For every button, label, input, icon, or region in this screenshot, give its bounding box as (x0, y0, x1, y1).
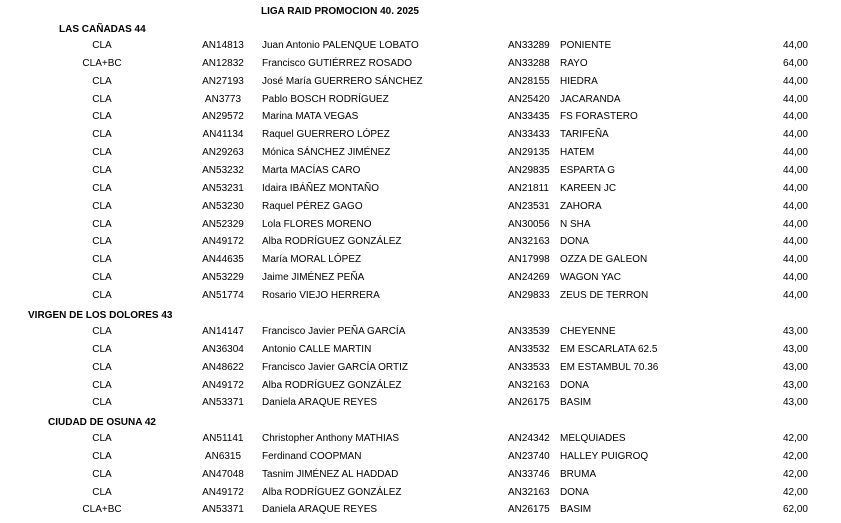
table-row (0, 109, 841, 125)
table-row (0, 199, 841, 215)
table-row (0, 378, 841, 394)
group-heading: VIRGEN DE LOS DOLORES 43 (28, 310, 173, 321)
category-cell: CLA (92, 236, 112, 248)
table-row (0, 217, 841, 233)
points-cell: 62,00 (782, 504, 808, 516)
horse-name-cell: HIEDRA (560, 75, 598, 87)
horse-id-cell: AN24342 (508, 433, 550, 444)
points-cell: 43,00 (782, 397, 808, 409)
horse-id-cell: AN32163 (508, 236, 550, 248)
table-row (0, 163, 841, 179)
horse-id-cell: AN17998 (508, 254, 550, 266)
table-row (0, 56, 841, 72)
horse-name-cell: TARIFEÑA (560, 129, 609, 141)
category-cell: CLA (92, 200, 112, 212)
rider-name-cell: Antonio CALLE MARTIN (262, 343, 372, 355)
points-cell: 44,00 (782, 254, 808, 266)
category-cell: CLA (92, 272, 112, 284)
category-cell: CLA (92, 433, 112, 444)
points-cell: 42,00 (782, 433, 808, 444)
horse-id-cell: AN29135 (508, 147, 550, 159)
category-cell: CLA (92, 40, 112, 51)
table-row (0, 395, 841, 411)
horse-name-cell: DONA (560, 486, 589, 498)
rider-name-cell: Pablo BOSCH RODRÍGUEZ (262, 93, 389, 105)
horse-name-cell: BRUMA (560, 468, 597, 480)
horse-id-cell: AN30056 (508, 218, 550, 230)
horse-id-cell: AN33533 (508, 361, 550, 373)
rider-name-cell: Tasnim JIMÉNEZ AL HADDAD (262, 468, 399, 480)
group-heading: LAS CAÑADAS 44 (59, 24, 146, 35)
horse-id-cell: AN25420 (508, 93, 550, 105)
rider-name-cell: Christopher Anthony MATHIAS (262, 433, 400, 444)
rider-id-cell: AN14147 (202, 326, 244, 337)
points-cell: 44,00 (782, 111, 808, 123)
rider-name-cell: María MORAL LÓPEZ (262, 254, 362, 266)
table-row (0, 485, 841, 501)
table-row (0, 127, 841, 143)
points-cell: 44,00 (782, 147, 808, 159)
category-cell: CLA (92, 75, 112, 87)
category-cell: CLA (92, 361, 112, 373)
horse-id-cell: AN33433 (508, 129, 550, 141)
rider-id-cell: AN14813 (202, 40, 244, 51)
rider-name-cell: Idaira IBÁÑEZ MONTAÑO (262, 182, 380, 194)
rider-id-cell: AN49172 (202, 236, 244, 248)
points-cell: 64,00 (782, 57, 808, 69)
table-row (0, 342, 841, 358)
points-cell: 44,00 (782, 129, 808, 141)
table-row (0, 74, 841, 90)
horse-id-cell: AN33289 (508, 40, 550, 51)
horse-name-cell: HALLEY PUIGROQ (560, 450, 649, 462)
category-cell: CLA (92, 289, 112, 301)
rider-id-cell: AN49172 (202, 486, 244, 498)
category-cell: CLA (92, 343, 112, 355)
rider-name-cell: Alba RODRÍGUEZ GONZÁLEZ (262, 379, 402, 391)
rider-name-cell: Francisco Javier GARCÍA ORTIZ (262, 361, 408, 373)
table-row (0, 270, 841, 286)
points-cell: 44,00 (782, 93, 808, 105)
horse-name-cell: ESPARTA G (560, 164, 616, 176)
points-cell: 44,00 (782, 272, 808, 284)
rider-id-cell: AN27193 (202, 75, 244, 87)
rider-id-cell: AN29572 (202, 111, 244, 123)
points-cell: 43,00 (782, 343, 808, 355)
category-cell: CLA (92, 93, 112, 105)
category-cell: CLA+BC (82, 57, 122, 69)
horse-name-cell: DONA (560, 379, 589, 391)
category-cell: CLA (92, 129, 112, 141)
rider-name-cell: Marta MACÍAS CARO (262, 164, 361, 176)
points-cell: 44,00 (782, 40, 808, 51)
horse-name-cell: DONA (560, 236, 589, 248)
category-cell: CLA (92, 111, 112, 123)
horse-name-cell: KAREEN JC (560, 182, 617, 194)
category-cell: CLA (92, 326, 112, 337)
category-cell: CLA (92, 182, 112, 194)
rider-id-cell: AN48622 (202, 361, 244, 373)
horse-name-cell: OZZA DE GALEON (560, 254, 648, 266)
horse-id-cell: AN28155 (508, 75, 550, 87)
horse-id-cell: AN32163 (508, 379, 550, 391)
rider-name-cell: Ferdinand COOPMAN (262, 450, 362, 462)
rider-id-cell: AN53371 (202, 504, 244, 516)
category-cell: CLA (92, 486, 112, 498)
rider-id-cell: AN12832 (202, 57, 244, 69)
table-row (0, 252, 841, 268)
points-cell: 42,00 (782, 468, 808, 480)
horse-name-cell: MELQUIADES (560, 433, 626, 444)
points-cell: 42,00 (782, 450, 808, 462)
horse-name-cell: RAYO (560, 57, 588, 69)
horse-name-cell: CHEYENNE (560, 326, 616, 337)
rider-id-cell: AN41134 (202, 129, 244, 141)
rider-name-cell: Alba RODRÍGUEZ GONZÁLEZ (262, 236, 402, 248)
points-cell: 44,00 (782, 75, 808, 87)
horse-name-cell: ZAHORA (560, 200, 602, 212)
horse-id-cell: AN33746 (508, 468, 550, 480)
horse-id-cell: AN21811 (508, 182, 549, 194)
rider-name-cell: Marina MATA VEGAS (262, 111, 359, 123)
rider-name-cell: Juan Antonio PALENQUE LOBATO (262, 40, 419, 51)
table-row (0, 324, 841, 340)
points-cell: 44,00 (782, 200, 808, 212)
horse-id-cell: AN29835 (508, 164, 550, 176)
horse-name-cell: WAGON YAC (560, 272, 621, 284)
table-row (0, 467, 841, 483)
horse-id-cell: AN32163 (508, 486, 550, 498)
rider-id-cell: AN49172 (202, 379, 244, 391)
points-cell: 42,00 (782, 486, 808, 498)
rider-name-cell: Francisco Javier PEÑA GARCÍA (262, 326, 406, 337)
table-row (0, 449, 841, 465)
horse-id-cell: AN33435 (508, 111, 550, 123)
horse-id-cell: AN24269 (508, 272, 550, 284)
table-row (0, 145, 841, 161)
table-row (0, 360, 841, 376)
rider-name-cell: Lola FLORES MORENO (262, 218, 372, 230)
rider-id-cell: AN53229 (202, 272, 244, 284)
category-cell: CLA (92, 147, 112, 159)
horse-name-cell: EM ESCARLATA 62.5 (560, 343, 658, 355)
table-row (0, 288, 841, 304)
rider-id-cell: AN6315 (204, 450, 242, 462)
rider-id-cell: AN53230 (202, 200, 244, 212)
category-cell: CLA+BC (82, 504, 122, 516)
table-row (0, 431, 841, 447)
category-cell: CLA (92, 397, 112, 409)
rider-name-cell: Alba RODRÍGUEZ GONZÁLEZ (262, 486, 402, 498)
horse-name-cell: BASIM (560, 504, 592, 516)
page-title: LIGA RAID PROMOCION 40. 2025 (261, 6, 419, 17)
horse-name-cell: JACARANDA (560, 93, 621, 105)
horse-id-cell: AN33288 (508, 57, 550, 69)
rider-name-cell: Mónica SÁNCHEZ JIMÉNEZ (262, 147, 391, 159)
table-row (0, 502, 841, 518)
horse-name-cell: FS FORASTERO (560, 111, 638, 123)
horse-name-cell: HATEM (560, 147, 595, 159)
rider-id-cell: AN53232 (202, 164, 244, 176)
rider-id-cell: AN36304 (202, 343, 244, 355)
table-row (0, 92, 841, 108)
table-row (0, 234, 841, 250)
points-cell: 43,00 (782, 379, 808, 391)
rider-name-cell: Rosario VIEJO HERRERA (262, 289, 380, 301)
rider-name-cell: Raquel GUERRERO LÓPEZ (262, 129, 390, 141)
horse-name-cell: BASIM (560, 397, 592, 409)
horse-name-cell: PONIENTE (560, 40, 612, 51)
horse-name-cell: ZEUS DE TERRON (560, 289, 649, 301)
rider-id-cell: AN44635 (202, 254, 244, 266)
category-cell: CLA (92, 468, 112, 480)
category-cell: CLA (92, 164, 112, 176)
horse-id-cell: AN29833 (508, 289, 550, 301)
rider-id-cell: AN29263 (202, 147, 244, 159)
category-cell: CLA (92, 254, 112, 266)
points-cell: 44,00 (782, 236, 808, 248)
points-cell: 43,00 (782, 326, 808, 337)
horse-id-cell: AN33532 (508, 343, 550, 355)
group-heading: CIUDAD DE OSUNA 42 (48, 417, 156, 428)
rider-id-cell: AN51774 (202, 289, 244, 301)
rider-id-cell: AN3773 (204, 93, 242, 105)
points-cell: 43,00 (782, 361, 808, 373)
category-cell: CLA (92, 379, 112, 391)
category-cell: CLA (92, 218, 112, 230)
horse-id-cell: AN26175 (508, 504, 550, 516)
rider-name-cell: José María GUERRERO SÁNCHEZ (262, 75, 423, 87)
rider-id-cell: AN52329 (202, 218, 244, 230)
points-cell: 44,00 (782, 289, 808, 301)
horse-name-cell: EM ESTAMBUL 70.36 (560, 361, 659, 373)
rider-name-cell: Francisco GUTIÉRREZ ROSADO (262, 57, 413, 69)
horse-id-cell: AN23740 (508, 450, 550, 462)
category-cell: CLA (92, 450, 112, 462)
rider-id-cell: AN51141 (202, 433, 244, 444)
points-cell: 44,00 (782, 218, 808, 230)
rider-name-cell: Daniela ARAQUE REYES (262, 397, 378, 409)
rider-name-cell: Raquel PÉREZ GAGO (262, 200, 363, 212)
rider-id-cell: AN53371 (202, 397, 244, 409)
points-cell: 44,00 (782, 182, 808, 194)
table-row (0, 38, 841, 54)
rider-id-cell: AN53231 (202, 182, 244, 194)
horse-id-cell: AN26175 (508, 397, 550, 409)
rider-name-cell: Jaime JIMÉNEZ PEÑA (262, 272, 365, 284)
rider-name-cell: Daniela ARAQUE REYES (262, 504, 378, 516)
horse-id-cell: AN33539 (508, 326, 550, 337)
rider-id-cell: AN47048 (202, 468, 244, 480)
horse-name-cell: N SHA (560, 218, 591, 230)
horse-id-cell: AN23531 (508, 200, 550, 212)
table-row (0, 181, 841, 197)
points-cell: 44,00 (782, 164, 808, 176)
